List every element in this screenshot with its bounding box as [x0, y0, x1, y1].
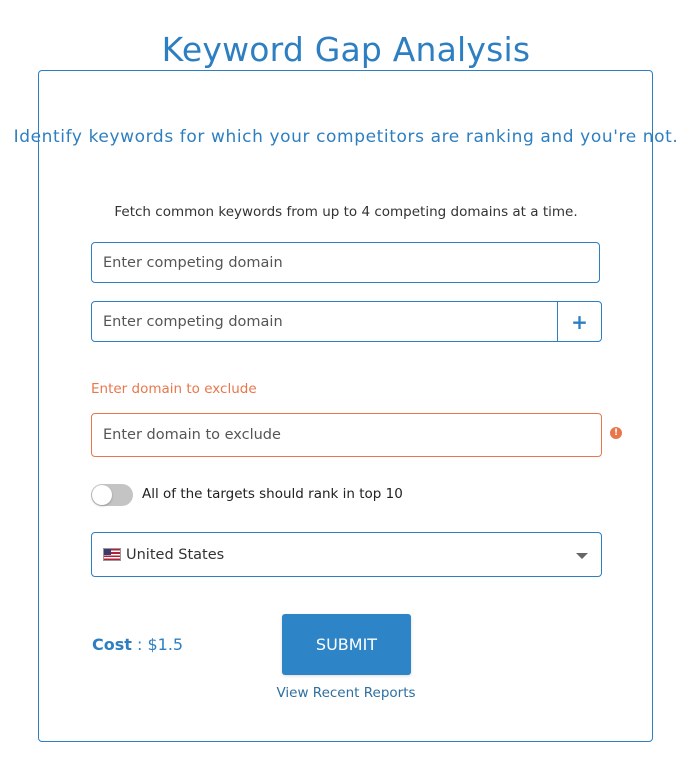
add-competitor-button[interactable] — [557, 302, 601, 341]
competitor-input-2[interactable] — [92, 302, 557, 341]
competitor-input-1[interactable] — [92, 243, 599, 282]
plus-icon: + — [571, 309, 588, 334]
toggle-label: All of the targets should rank in top 10 — [142, 486, 403, 502]
competitor-field-1 — [91, 242, 600, 283]
country-value: United States — [126, 546, 225, 563]
exclude-label: Enter domain to exclude — [91, 381, 257, 397]
cost-display — [92, 635, 183, 654]
cost-label: Cost — [92, 635, 132, 654]
headline: Identify keywords for which your competitors are ranking and you're not. — [13, 127, 679, 147]
submit-button[interactable]: SUBMIT — [282, 614, 411, 675]
country-select[interactable] — [91, 532, 602, 577]
competitor-field-2 — [91, 301, 602, 342]
toggle-knob — [92, 485, 112, 505]
error-icon: ! — [610, 427, 622, 439]
view-recent-reports-link[interactable]: View Recent Reports — [276, 685, 416, 701]
exclude-domain-input[interactable] — [92, 414, 601, 456]
subline: Fetch common keywords from up to 4 competing domains at a time. — [114, 204, 578, 220]
cost-value: $1.5 — [147, 635, 184, 654]
cost-separator: : — [131, 635, 148, 654]
page-title: Keyword Gap Analysis — [161, 30, 531, 70]
us-flag-icon — [103, 548, 121, 561]
chevron-down-icon — [576, 553, 588, 559]
exclude-field — [91, 413, 602, 457]
top10-toggle[interactable] — [91, 484, 133, 506]
